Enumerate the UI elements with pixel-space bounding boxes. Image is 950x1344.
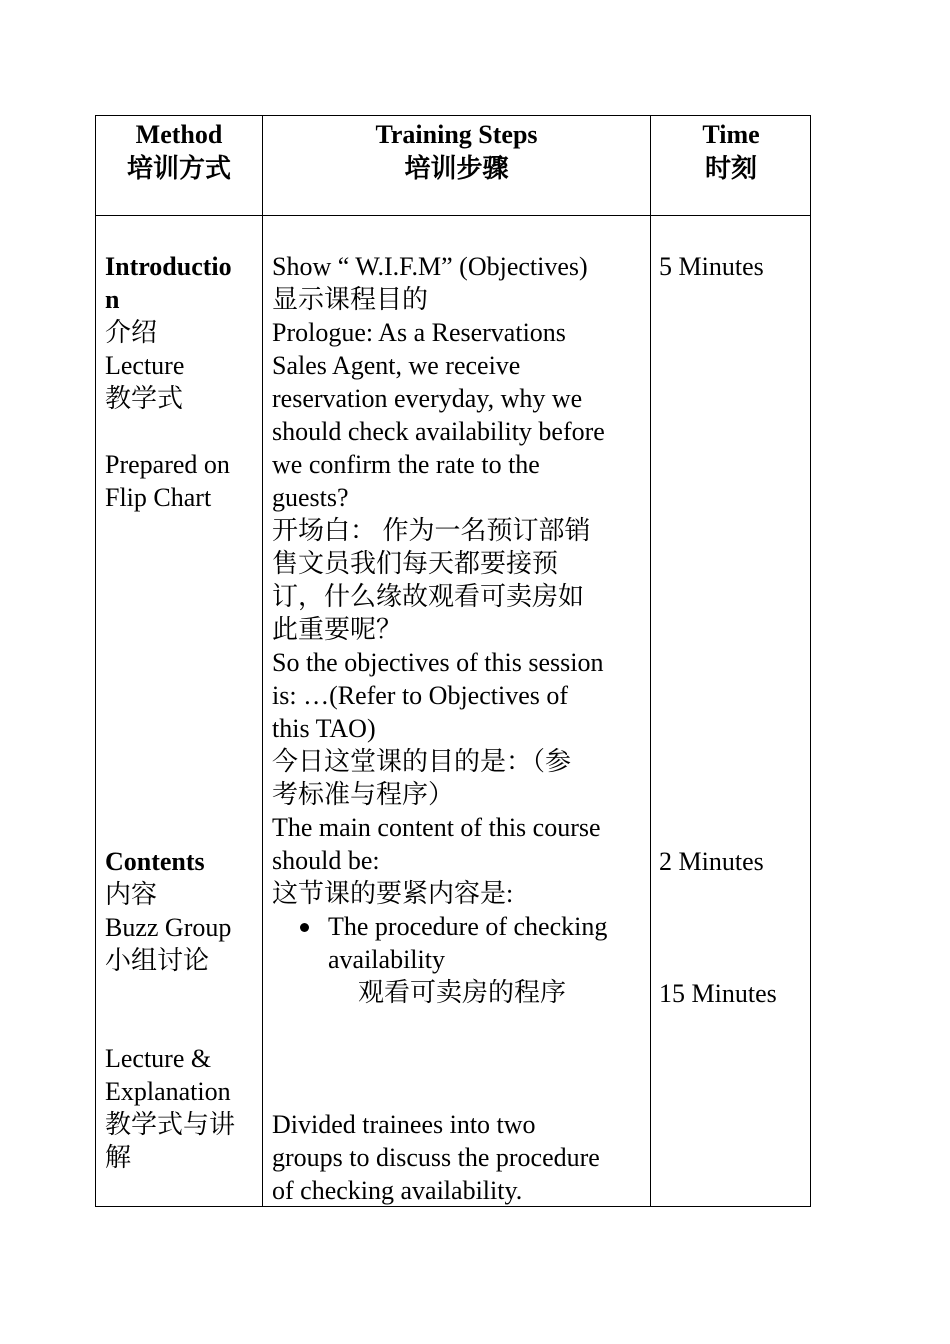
- steps-line: should be:: [272, 846, 380, 875]
- header-divider: [96, 215, 810, 216]
- column-divider: [262, 116, 263, 1206]
- steps-line: 售文员我们每天都要接预: [272, 549, 559, 578]
- method-contents-zh: 内容: [105, 880, 158, 909]
- steps-line: So the objectives of this session: [272, 648, 604, 677]
- method-lecture: Lecture: [105, 351, 185, 380]
- header-method-en: Method: [135, 120, 223, 149]
- steps-line: Show “ W.I.F.M” (Objectives): [272, 252, 588, 281]
- header-time-zh: 时刻: [704, 154, 757, 183]
- steps-bullet-wrap: [272, 943, 607, 976]
- column-divider: [650, 116, 651, 1206]
- steps-line: 此重要呢？: [272, 615, 403, 644]
- method-lecture-expl-line2: Explanation: [105, 1077, 231, 1106]
- method-introduction: [105, 250, 232, 415]
- steps-line: Prologue: As a Reservations: [272, 318, 566, 347]
- header-method-zh: 培训方式: [126, 154, 231, 183]
- method-buzz-zh: 小组讨论: [105, 946, 210, 975]
- method-intro-title-wrap: n: [105, 285, 120, 314]
- steps-content: [272, 250, 607, 1009]
- steps-line: 今日这堂课的目的是：（参: [272, 747, 572, 776]
- steps-line: 考标准与程序）: [272, 780, 455, 809]
- method-prepared: [105, 448, 230, 514]
- header-steps: [263, 118, 650, 186]
- steps-line: 开场白： 作为一名预订部销: [272, 516, 591, 545]
- header-time: [651, 118, 811, 186]
- steps-buzz-line1: Divided trainees into two: [272, 1110, 536, 1139]
- method-intro-title: Introductio: [105, 252, 232, 281]
- steps-bullet-zh: 观看可卖房的程序: [358, 978, 567, 1007]
- steps-line: should check availability before: [272, 417, 605, 446]
- steps-line: is: …(Refer to Objectives of: [272, 681, 569, 710]
- method-contents-title: Contents: [105, 847, 205, 876]
- steps-bullet-line2: availability: [328, 945, 445, 974]
- method-lecture-explanation: [105, 1042, 235, 1174]
- method-prepared-line1: Prepared on: [105, 450, 230, 479]
- header-steps-en: Training Steps: [375, 120, 538, 149]
- steps-buzz-line2: groups to discuss the procedure: [272, 1143, 600, 1172]
- header-time-en: Time: [702, 120, 760, 149]
- steps-line: Sales Agent, we receive: [272, 351, 521, 380]
- method-lecture-expl-line1: Lecture &: [105, 1044, 212, 1073]
- time-contents: 2 Minutes: [659, 847, 764, 876]
- steps-line: 这节课的要紧内容是:: [272, 879, 514, 908]
- training-plan-table: [95, 115, 811, 1207]
- steps-line: we confirm the rate to the: [272, 450, 540, 479]
- steps-line: guests?: [272, 483, 349, 512]
- steps-bullet-line1: The procedure of checking: [328, 912, 608, 941]
- header-steps-zh: 培训步骤: [404, 154, 509, 183]
- time-intro: 5 Minutes: [659, 252, 764, 281]
- steps-line: 订，什么缘故观看可卖房如: [272, 582, 585, 611]
- method-buzz: Buzz Group: [105, 913, 232, 942]
- steps-bullet-item: [272, 910, 607, 943]
- steps-line: this TAO): [272, 714, 376, 743]
- steps-line: reservation everyday, why we: [272, 384, 583, 413]
- method-contents: [105, 845, 231, 977]
- method-prepared-line2: Flip Chart: [105, 483, 212, 512]
- bullet-icon: [300, 923, 309, 932]
- steps-line: The main content of this course: [272, 813, 601, 842]
- method-intro-zh: 介绍: [105, 318, 158, 347]
- time-lecture: 15 Minutes: [659, 979, 777, 1008]
- method-lecture-expl-zh-line1: 教学式与讲: [105, 1110, 236, 1139]
- header-method: [96, 118, 262, 186]
- steps-buzz-group: [272, 1108, 600, 1207]
- steps-line: 显示课程目的: [272, 285, 429, 314]
- method-lecture-expl-zh-line2: 解: [105, 1143, 132, 1172]
- steps-buzz-line3: of checking availability.: [272, 1176, 523, 1205]
- method-lecture-zh: 教学式: [105, 384, 184, 413]
